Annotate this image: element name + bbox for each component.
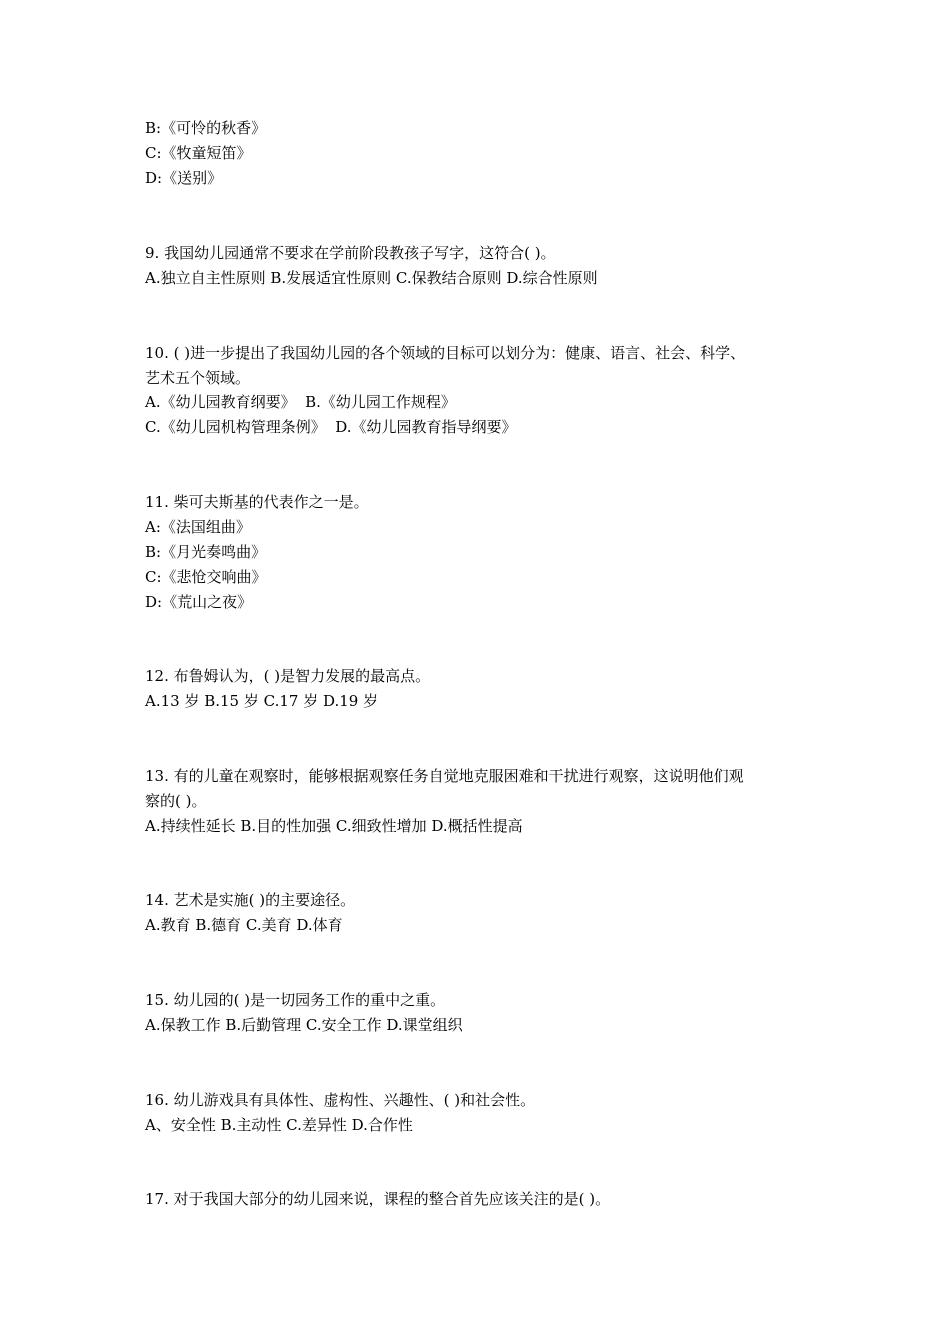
question-13-continued: 察的( )。: [145, 792, 207, 810]
option-c: C:《牧童短笛》: [145, 144, 252, 162]
question-11-option-d: D:《荒山之夜》: [145, 593, 253, 611]
question-9: 9. 我国幼儿园通常不要求在学前阶段教孩子写字，这符合( )。: [145, 244, 556, 262]
question-13: 13. 有的儿童在观察时，能够根据观察任务自觉地克服困难和干扰进行观察，这说明他们观: [145, 767, 744, 785]
question-13-options: A.持续性延长 B.目的性加强 C.细致性增加 D.概括性提高: [145, 817, 523, 835]
question-16: 16. 幼儿游戏具有具体性、虚构性、兴趣性、( )和社会性。: [145, 1091, 536, 1109]
question-12-options: A.13 岁 B.15 岁 C.17 岁 D.19 岁: [145, 692, 379, 710]
question-10-options-ab: A.《幼儿园教育纲要》 B.《幼儿园工作规程》: [145, 393, 456, 411]
question-15-options: A.保教工作 B.后勤管理 C.安全工作 D.课堂组织: [145, 1016, 463, 1034]
question-11-option-c: C:《悲怆交响曲》: [145, 568, 267, 586]
question-12: 12. 布鲁姆认为，( )是智力发展的最高点。: [145, 667, 431, 685]
question-10-continued: 艺术五个领域。: [145, 369, 251, 387]
option-d: D:《送别》: [145, 169, 223, 187]
question-9-options: A.独立自主性原则 B.发展适宜性原则 C.保教结合原则 D.综合性原则: [145, 269, 598, 287]
question-16-options: A、安全性 B.主动性 C.差异性 D.合作性: [145, 1116, 413, 1134]
question-10: 10. ( )进一步提出了我国幼儿园的各个领域的目标可以划分为：健康、语言、社会、科学、: [145, 344, 746, 362]
question-15: 15. 幼儿园的( )是一切园务工作的重中之重。: [145, 991, 446, 1009]
question-10-options-cd: C.《幼儿园机构管理条例》 D.《幼儿园教育指导纲要》: [145, 418, 517, 436]
question-17: 17. 对于我国大部分的幼儿园来说，课程的整合首先应该关注的是( )。: [145, 1190, 611, 1208]
question-11-option-b: B:《月光奏鸣曲》: [145, 543, 267, 561]
question-11-option-a: A:《法国组曲》: [145, 518, 251, 536]
question-11: 11. 柴可夫斯基的代表作之一是。: [145, 493, 369, 511]
question-14-options: A.教育 B.德育 C.美育 D.体育: [145, 916, 343, 934]
option-b: B:《可怜的秋香》: [145, 119, 267, 137]
question-14: 14. 艺术是实施( )的主要途径。: [145, 891, 356, 909]
